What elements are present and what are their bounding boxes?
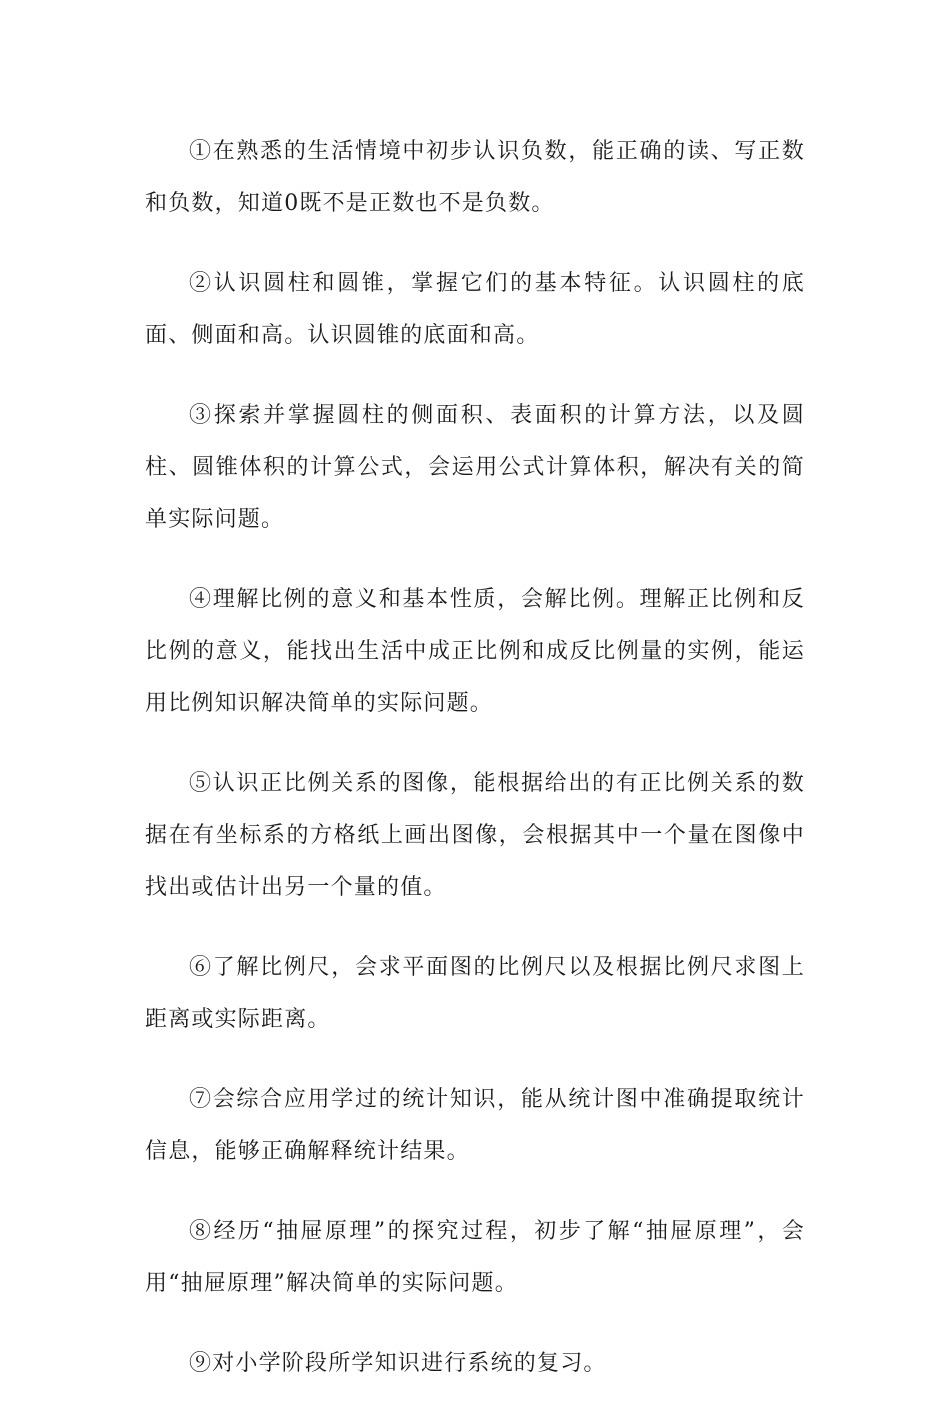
- paragraph-statistics: ⑦会综合应用学过的统计知识，能从统计图中准确提取统计信息，能够正确解释统计结果。: [145, 1087, 805, 1164]
- paragraph-negative-numbers: ①在熟悉的生活情境中初步认识负数，能正确的读、写正数和负数，知道0既不是正数也不是负数。: [145, 139, 805, 216]
- paragraph-area-volume: ③探索并掌握圆柱的侧面积、表面积的计算方法，以及圆柱、圆锥体积的计算公式，会运用公式计算体积，解决有关的简单实际问题。: [145, 403, 805, 532]
- paragraph-cylinder-cone: ②认识圆柱和圆锥，掌握它们的基本特征。认识圆柱的底面、侧面和高。认识圆锥的底面和高。: [145, 271, 805, 348]
- paragraph-scale: ⑥了解比例尺，会求平面图的比例尺以及根据比例尺求图上距离或实际距离。: [145, 955, 805, 1032]
- paragraph-pigeonhole: ⑧经历“抽屉原理”的探究过程，初步了解“抽屉原理”，会用“抽屉原理”解决简单的实际问题。: [145, 1219, 805, 1296]
- paragraph-proportion-graph: ⑤认识正比例关系的图像，能根据给出的有正比例关系的数据在有坐标系的方格纸上画出图像，会根据其中一个量在图像中找出或估计出另一个量的值。: [145, 771, 805, 900]
- document-body: [145, 126, 805, 1418]
- paragraph-review: ⑨对小学阶段所学知识进行系统的复习。: [189, 1351, 607, 1376]
- paragraph-proportion: ④理解比例的意义和基本性质，会解比例。理解正比例和反比例的意义，能找出生活中成正比例和成反比例量的实例，能运用比例知识解决简单的实际问题。: [145, 587, 805, 716]
